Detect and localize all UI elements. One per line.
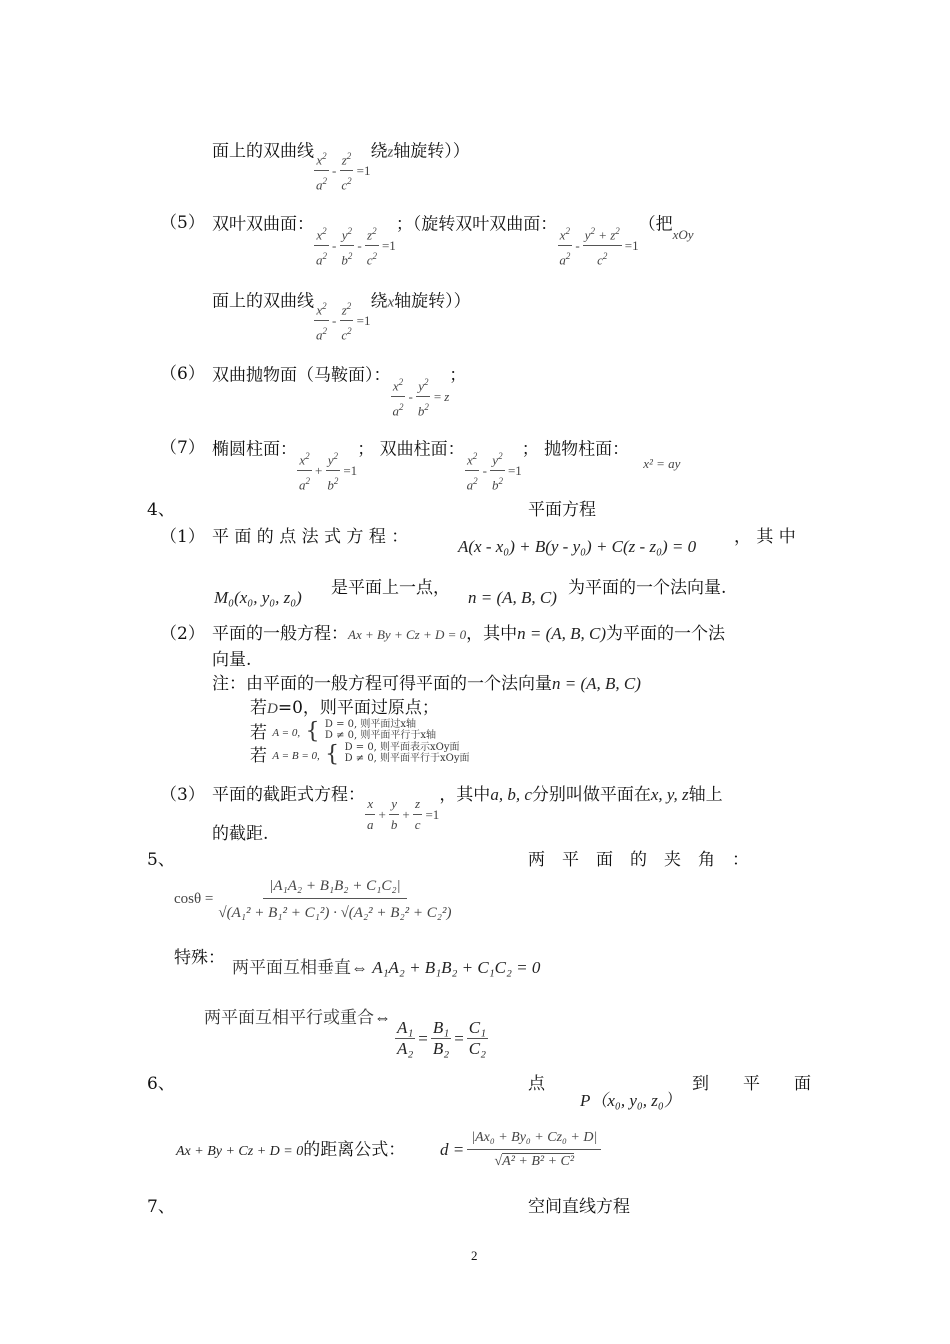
text: ， 其 中 [734,527,796,547]
item-7-label: （7） [160,438,205,458]
text: 两平面互相垂直 [232,958,351,978]
item-2-label: （2） [160,624,205,644]
section-6-title-b: 到 平 面 [692,1074,811,1094]
cos-label: cosθ = [174,891,214,907]
section-5-number: 5、 [147,850,175,870]
note-origin-line [250,698,439,719]
plane-equation: Ax + By + Cz + D = 0 [176,1144,304,1159]
equation: x² = ay [643,456,681,472]
normal-vector: n = (A, B, C) [517,624,607,643]
point-normal-form-equation: A(x - x₀) + B(y - y₀) + C(z - z₀) = 0 [458,537,697,556]
text: 注：由平面的一般方程可得平面的一个法向量 [212,674,552,694]
section-4-number: 4、 [147,500,175,520]
d-label: d = [440,1140,465,1159]
axis-label: x [387,294,395,311]
equation: $\frac{x^2}{a^2}$ - $\frac{y^2 + z^2}{c^2}$ =1 [557,223,638,269]
item-1-label: （1） [160,527,205,547]
line-cylinders [212,438,681,493]
item-5-label: （5） [160,213,205,233]
equation: $\frac{x^2}{a^2}$ - $\frac{z^2}{c^2}$ =1 [314,298,370,344]
variable: D [267,701,278,717]
text: 两平面互相平行或重合 [204,1008,374,1028]
general-form-line [212,624,725,645]
text: =0，则平面过原点； [277,698,439,718]
parallel-equation: $\frac{\text{A₁}}{\text{A₂}}$ = $\frac{\text{B₁}}{\text{B₂}}$ = $\frac{\text{C₁}}{\text{C₂}}$ [397,1018,487,1058]
text: 轴旋转）） [393,141,470,162]
fraction: $\frac{\text{|A₁A₂ + B₁B₂ + C₁C₂|}}{\text{√(A₁² + B₁² + C₁²) · √(A₂² + B₂² + C₂²)}}$ [218,878,452,921]
text: 若 [250,746,267,766]
section-5-title: 两 平 面 的 夹 角 ： [528,850,749,870]
item-3-label: （3） [160,785,205,805]
perpendicular-line [232,958,540,978]
text: 分别叫做平面在 [531,785,651,805]
section-7-number: 7、 [147,1197,175,1217]
case-line: D = 0, 则平面表示xOy面 [344,741,460,753]
text: ； 双曲柱面： [357,439,465,460]
fraction: $\frac{\text{|Ax₀ + By₀ + Cz₀ + D|}}{\text{√A² + B² + C²}}$ [467,1130,601,1170]
line-two-sheet-hyperboloid [212,213,694,268]
text: 轴旋转）） [394,291,471,312]
text: 平面的一般方程： [212,624,348,644]
parallel-line [204,1008,488,1058]
fraction: $\frac{z^2}{c^2}$ [339,148,353,194]
case-line: D ≠ 0, 则平面平行于xOy面 [344,752,470,764]
equation: $\frac{x^2}{a^2}$ - $\frac{y^2}{b^2}$ = z [391,374,450,420]
distance-line [176,1140,405,1160]
text: ，其中 [466,624,518,644]
intercept-form-line [212,785,723,832]
equation: $\frac{x^2}{a^2}$ - $\frac{y^2}{b^2}$ - $\frac{z^2}{c^2}$ =1 [314,223,396,269]
equation: $\frac{x^2}{a^2}$ - $\frac{z^2}{c^2}$ =1 [314,148,370,194]
equiv-symbol: ⇔ [374,1008,391,1027]
equation [174,878,454,921]
variables: x, y, z [650,785,689,804]
case-line: D = 0, 则平面过x轴 [324,718,417,730]
text: 面上的双曲线 [212,291,314,312]
axis-label: z [387,144,394,161]
text: 面上的双曲线 [212,141,314,162]
point-m0: M₀(x₀, y₀, z₀) [214,588,302,607]
text: 平面的截距式方程： [212,785,365,805]
text: ；（旋转双叶双曲面： [395,214,558,235]
line-hyperbola-x-rotation [212,290,471,343]
note-line [212,674,641,694]
normal-vector: n = (A, B, C) [468,588,557,607]
distance-formula [440,1130,601,1170]
line-hyperbola-z-rotation [212,140,470,193]
general-form-equation: Ax + By + Cz + D = 0 [348,627,467,642]
point-normal-form-text: 平 面 的 点 法 式 方 程 ： [212,527,409,547]
normal-vector: n = (A, B, C) [552,674,641,693]
section-6-title-a: 点 [528,1074,545,1094]
equation [440,1130,601,1170]
text: 若 [250,723,267,743]
text: 绕 [370,141,388,162]
text: 椭圆柱面： [212,439,297,460]
intercept-equation: $\frac{x}{a}$ + $\frac{y}{b}$ + $\frac{z}{c}$ =1 [367,796,440,832]
text: 双叶双曲面： [212,214,314,235]
text: 的截距. [212,824,269,844]
angle-formula [174,878,454,921]
text: 绕 [370,291,388,312]
text: 双曲抛物面（马鞍面）： [212,365,391,386]
text: 是平面上一点， [331,578,450,598]
text: ； 抛物柱面： [521,439,630,460]
text: 为平面的一个法 [606,624,726,644]
text: ，其中 [439,785,491,805]
special-label: 特殊： [174,948,225,968]
condition: A = B = 0, [272,750,320,762]
section-6-number: 6、 [147,1074,175,1094]
perpendicular-equation: ⇔ A₁A₂ + B₁B₂ + C₁C₂ = 0 [351,958,541,977]
section-4-title: 平面方程 [528,500,596,520]
text: 向量. [212,650,252,670]
plane-label: xOy [672,227,694,243]
note-case-ab0: 若 A = B = 0, { D = 0, 则平面表示xOy面 D ≠ 0, 则平面平行于xOy面 [250,741,470,767]
case-line: D ≠ 0, 则平面平行于x轴 [324,729,437,741]
page-number: 2 [471,1248,478,1263]
note-case-a0: 若 A = 0, { D = 0, 则平面过x轴 D ≠ 0, 则平面平行于x轴 [250,718,437,744]
fraction: $\frac{x^2}{a^2}$ [314,148,329,194]
numerator: |A₁A₂ + B₁B₂ + C₁C₂| [263,878,406,899]
equation: $\frac{x^2}{a^2}$ - $\frac{y^2}{b^2}$ =1 [465,448,522,494]
line-saddle-surface [212,364,467,419]
item-6-label: （6） [160,364,205,384]
text: ； [449,365,467,386]
text: 轴上 [688,785,723,805]
variables: a, b, c [490,785,532,804]
text: 为平面的一个法向量. [568,578,727,598]
text: 若 [250,698,267,718]
text: 的距离公式： [303,1140,406,1160]
text: （把 [638,214,673,235]
section-7-title: 空间直线方程 [528,1197,630,1217]
point-p: P（x₀, y₀, z₀） [580,1091,681,1110]
numerator: |Ax₀ + By₀ + Cz₀ + D| [467,1130,601,1150]
denominator: A² + B² + C² [502,1154,575,1169]
condition: A = 0, [272,727,301,739]
equation: $\frac{x^2}{a^2}$ + $\frac{y^2}{b^2}$ =1 [297,448,357,494]
